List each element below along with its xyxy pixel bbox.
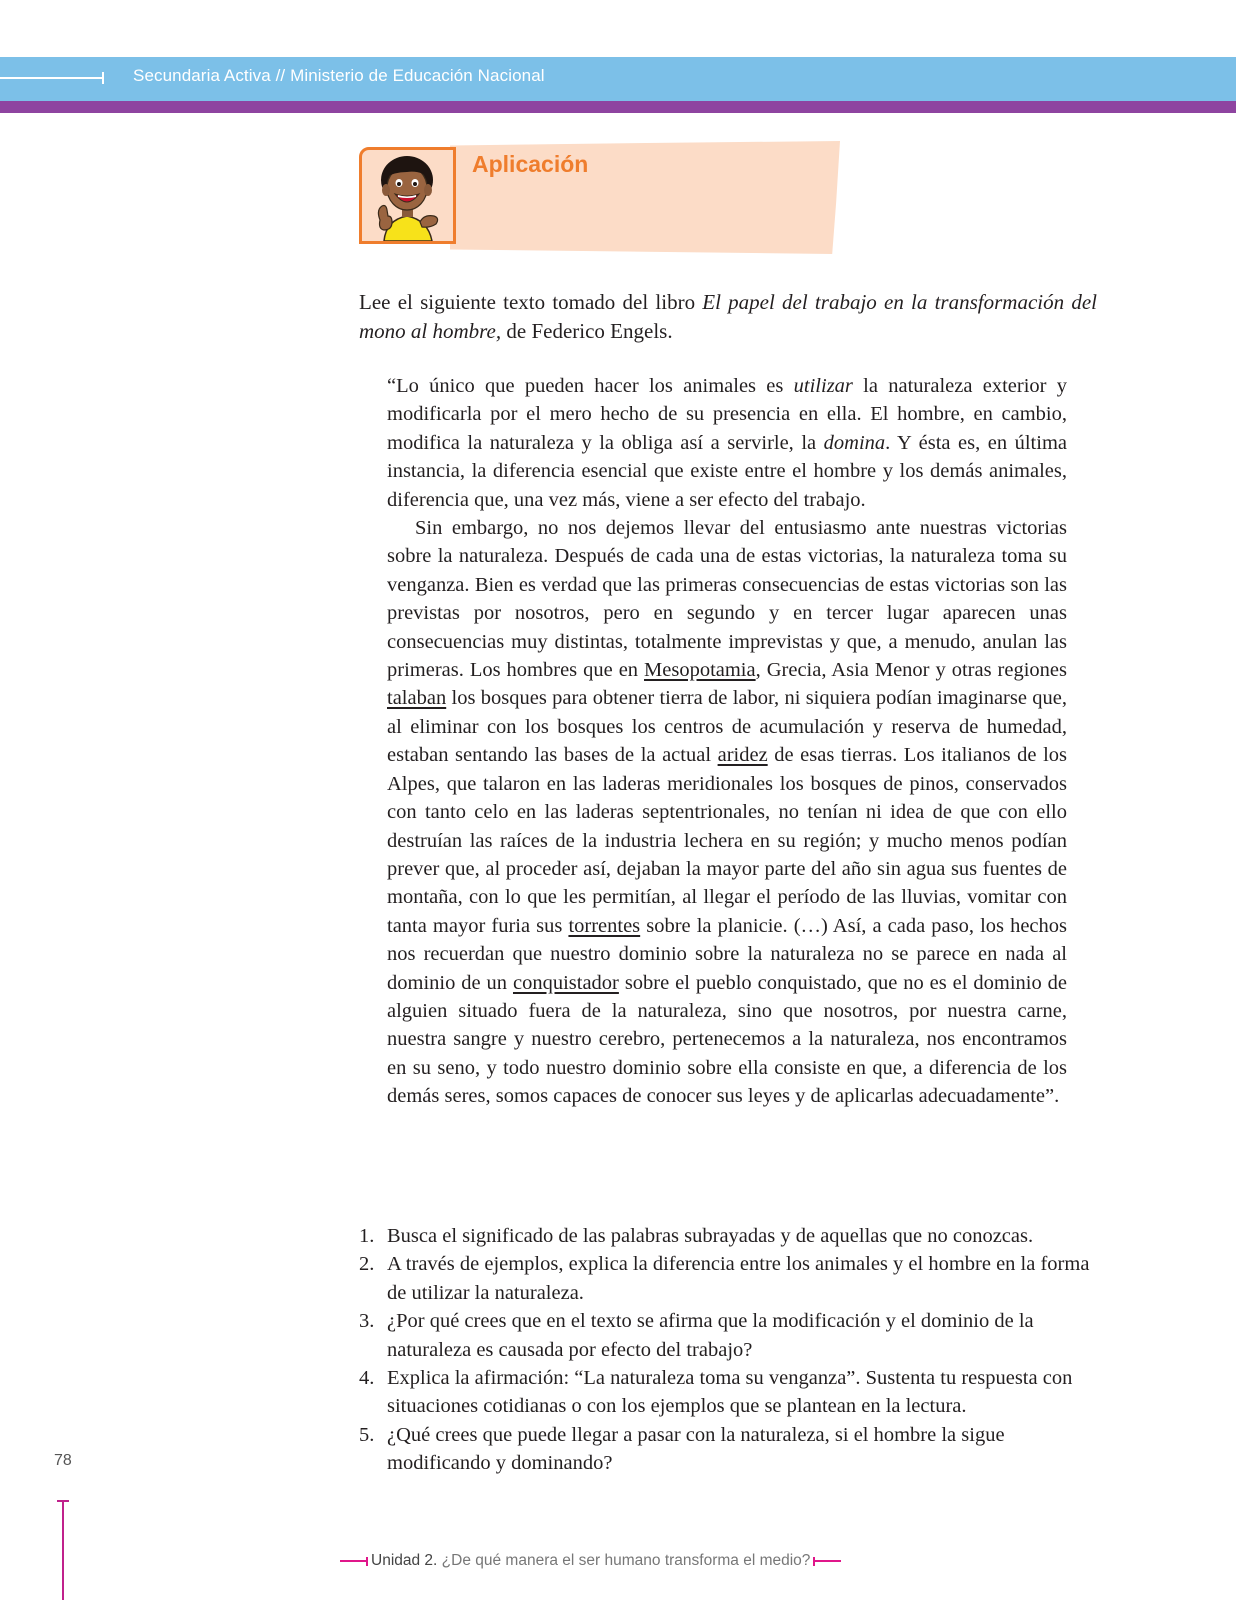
underlined-word: talaban xyxy=(387,687,447,710)
header-title: Secundaria Activa // Ministerio de Educación Nacional xyxy=(133,66,545,85)
emphasis-domina: domina xyxy=(823,431,886,454)
header-rule-tick xyxy=(102,72,104,84)
footer-rule-left xyxy=(340,1560,366,1562)
question-item: 3. ¿Por qué crees que en el texto se afirma que la modificación y el dominio de la naturaleza es causada por efecto del trabajo? xyxy=(359,1310,1034,1361)
footer-question: ¿De qué manera el ser humano transforma el medio? xyxy=(441,1552,811,1569)
question-item: 4. Explica la afirmación: “La naturaleza toma su venganza”. Sustenta tu respuesta con situaciones cotidianas o con los ejemplos que se plantean en la lectura. xyxy=(359,1367,1073,1418)
section-title: Aplicación xyxy=(472,151,589,177)
header-stripe xyxy=(0,101,1236,113)
underlined-word: torrentes xyxy=(568,914,641,937)
header-rule xyxy=(0,77,104,79)
question-list xyxy=(359,1222,1099,1478)
intro-paragraph: Lee el siguiente texto tomado del libro El papel del trabajo en la transformación del mono al hombre, de Federico Engels. xyxy=(359,290,1097,343)
emphasis-utilizar: utilizar xyxy=(793,375,853,397)
question-item: 5. ¿Qué crees que puede llegar a pasar con la naturaleza, si el hombre la sigue modificando y dominando? xyxy=(359,1423,1005,1475)
quote-paragraph-2: Sin embargo, no nos dejemos llevar del entusiasmo ante nuestras victorias sobre la naturaleza. Después de cada una de estas victorias, la naturaleza toma su venganza. Bien es verdad que las primeras consecuencias de estas victorias son las previstas por nosotros, pero en segundo y en tercer lugar aparecen unas consecuencias muy distintas, totalmente imprevistas y que, a menudo, anulan las primeras. Los hombres que en Mesopotamia, Grecia, Asia Menor y otras regiones talaban los bosques para obtener tierra de labor, ni siquiera podían imaginarse que, al eliminar con los bosques los centros de acumulación y reserva de humedad, estaban sentando las bases de la actual aridez de esas tierras. Los italianos de los Alpes, que talaron en las laderas meridionales los bosques de pinos, conservados con tanto celo en las laderas septentrionales, no tenían ni idea de que con ello destruían las raíces de la industria lechera en su región; y mucho menos podían prever que, al proceder así, dejaban la mayor parte del año sin agua sus fuentes de montaña, con lo que les permitían, al llegar el período de las lluvias, vomitar con tanta mayor furia sus torrentes sobre la planicie. (…) Así, a cada paso, los hechos nos recuerdan que nuestro dominio sobre la naturaleza no se parece en nada al dominio de un conquistador sobre el pueblo conquistado, que no es el dominio de alguien situado fuera de la naturaleza, sino que nosotros, por nuestra carne, nuestra sangre y nuestro cerebro, pertenecemos a la naturaleza, nos encontramos en su seno, y todo nuestro dominio sobre ella consiste en que, a diferencia de los demás seres, somos capaces de conocer sus leyes y de aplicarlas adecuadamente”. xyxy=(387,517,1068,1108)
question-item: 1. Busca el significado de las palabras subrayadas y de aquellas que no conozcas. xyxy=(359,1225,1034,1247)
quote-paragraph-1: “Lo único que pueden hacer los animales es utilizar la naturaleza exterior y modificarla por el mero hecho de su presencia en ella. El hombre, en cambio, modifica la naturaleza y la obliga así a servirle, la domina. Y ésta es, en última instancia, la diferencia esencial que existe entre el hombre y los demás animales, diferencia que, una vez más, viene a ser efecto del trabajo. xyxy=(387,375,1068,511)
underlined-word: conquistador xyxy=(512,971,619,994)
question-item: 2. A través de ejemplos, explica la diferencia entre los animales y el hombre en la forma de utilizar la naturaleza. xyxy=(359,1253,1090,1304)
footer-unit: Unidad 2. xyxy=(371,1552,438,1569)
section-icon-frame xyxy=(359,147,456,244)
page-rule xyxy=(62,1500,64,1600)
quoted-excerpt xyxy=(387,372,1067,1111)
underlined-word: Mesopotamia xyxy=(644,659,756,682)
footer-unit-label xyxy=(340,1552,841,1570)
page-number: 78 xyxy=(54,1452,72,1469)
footer-rule-right xyxy=(815,1560,841,1562)
cartoon-boy-thumbs-up-icon xyxy=(362,150,453,241)
underlined-word: aridez xyxy=(717,744,768,767)
book-title: El papel del trabajo en la transformación del mono al hombre, xyxy=(359,290,1097,343)
footer-rule-tick xyxy=(366,1557,368,1566)
